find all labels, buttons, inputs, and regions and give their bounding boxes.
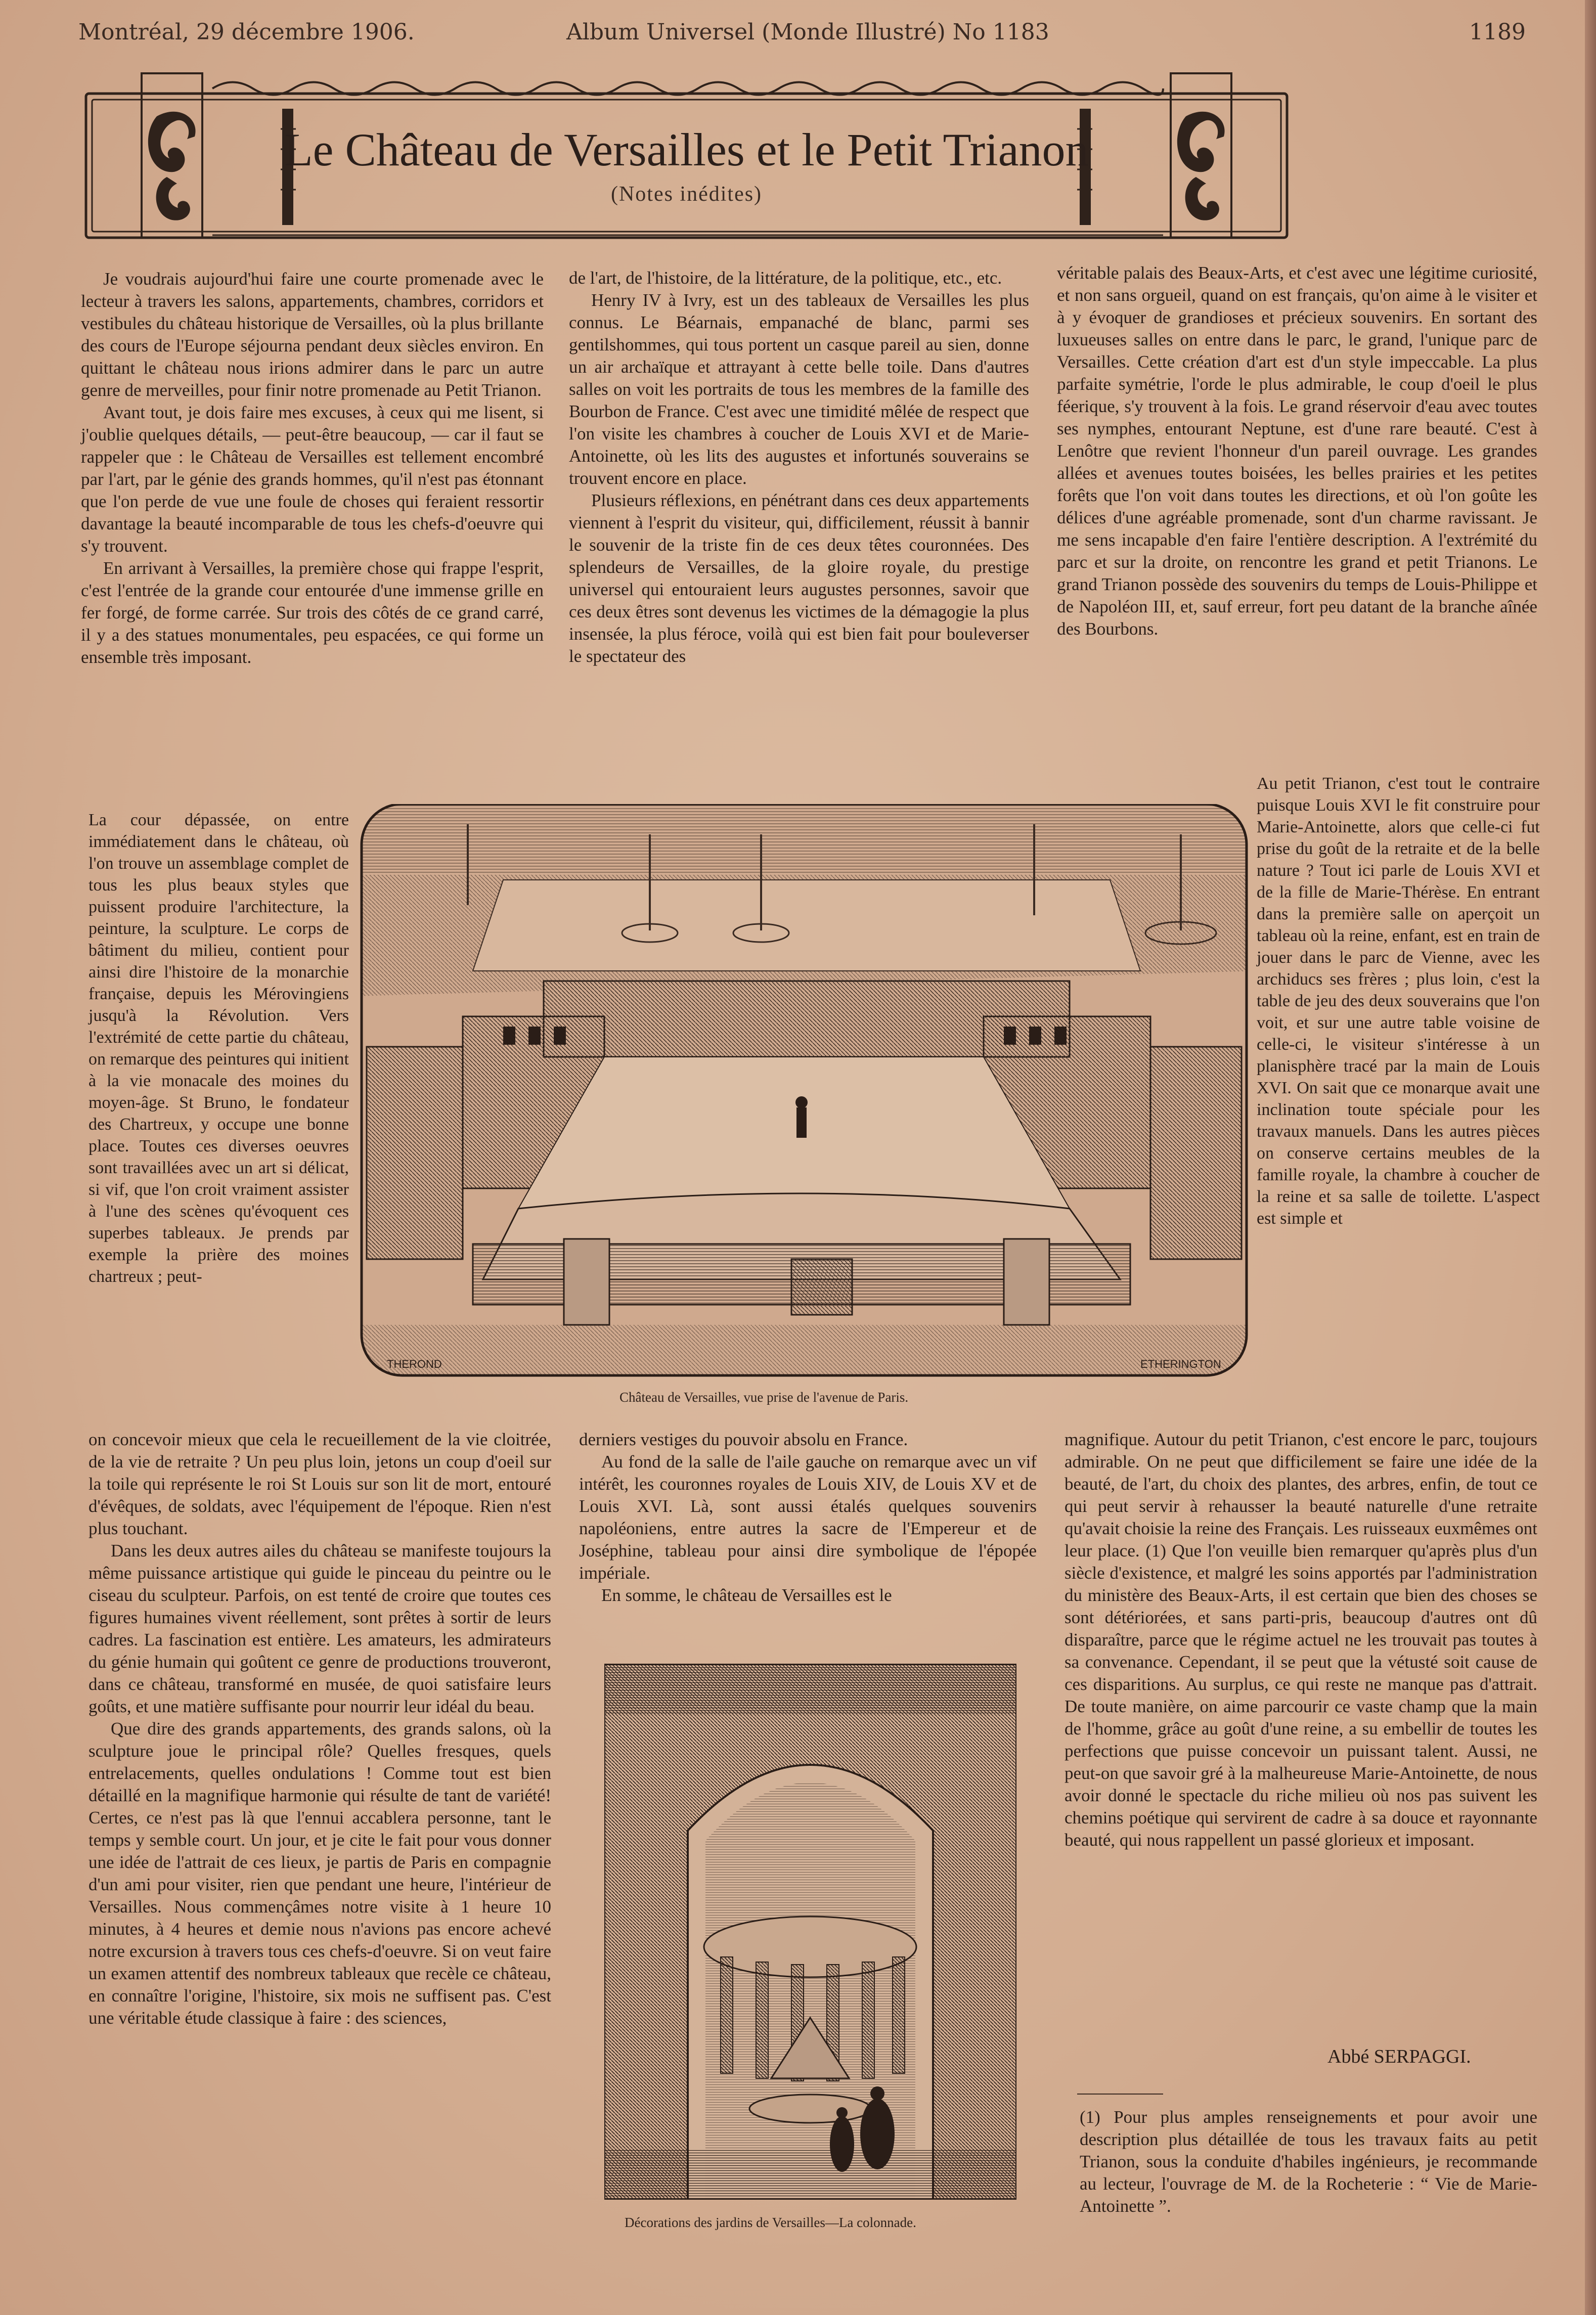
column-1-bottom — [88, 1429, 551, 2029]
column-3-bottom — [1065, 1429, 1537, 1851]
column-2-middle — [579, 1429, 1037, 1607]
footnote-rule — [1077, 2094, 1163, 2095]
paragraph: Je voudrais aujourd'hui faire une courte promenade avec le lecteur à travers les salons, appartements, chambres, corridors et vestibules du château historique de Versailles, où la plus brillante des cours de l'Europe séjourna pendant deux siècles environ. En quittant le château nous irions admirer dans le parc un autre genre de merveilles, pour finir notre promenade au Petit Trianon. — [81, 269, 544, 400]
figure-caption: Château de Versailles, vue prise de l'avenue de Paris. — [619, 1390, 909, 1405]
header-page-number: 1189 — [1469, 19, 1526, 45]
paragraph: véritable palais des Beaux-Arts, et c'est avec une légitime curiosité, et non sans orgueil, quand on est français, qu'on aime à le visiter et à y évoquer de grandioses et précieux souvenirs. En sortant des luxueuses salles on entre dans le parc, le grand, l'unique parc de Versailles. Cette création d'art est d'un style impeccable. La plus parfaite symétrie, l'orde le plus admirable, le coup d'oeil le plus féerique, s'y trouvent à la fois. Le grand réservoir d'eau avec toutes ses nymphes, entourant Neptune, est d'une rare beauté. C'est à Lenôtre que revient l'honneur d'un pareil ouvrage. Les grandes allées et avenues toutes boisées, les belles prairies et les petites forêts que l'on voit dans toutes les directions, et où l'on goûte les délices d'une agréable promenade, sont d'un charme ravissant. Je me sens incapable d'en faire l'entière description. A l'extrémité du parc et sur la droite, on rencontre les grand et petit Trianons. Le grand Trianon possède des souvenirs du temps de Louis-Philippe et de Napoléon III, et, sauf erreur, fort peu datant de la branche aînée des Bourbons. — [1057, 263, 1537, 639]
article-subtitle: (Notes inédites) — [610, 183, 763, 206]
paragraph: Henry IV à Ivry, est un des tableaux de Versailles les plus connus. Le Béarnais, empanaché de blanc, parmi ses gentilshommes, qui tous portent un casque pareil au sien, donne un air archaïque et attrayant à cette belle toile. Dans d'autres salles on voit les portraits de tous les membres de la famille des Bourbon de France. C'est avec une timidité mêlée de respect que l'on visite les chambres à coucher de Louis XVI et de Marie-Antoinette, où les lits des augustes et infortunés souverains se trouvent encore en place. — [569, 290, 1029, 488]
colonnade-engraving — [604, 1664, 1016, 2200]
column-1-narrow — [88, 809, 349, 1287]
paragraph: derniers vestiges du pouvoir absolu en France. — [579, 1430, 908, 1449]
paragraph: En somme, le château de Versailles est le — [601, 1585, 892, 1605]
column-3-narrow — [1257, 773, 1540, 1229]
header-dateline: Montréal, 29 décembre 1906. — [78, 19, 415, 45]
chateau-engraving — [351, 804, 1257, 1386]
figure-caption: Décorations des jardins de Versailles—La colonnade. — [625, 2215, 916, 2230]
paragraph: on concevoir mieux que cela le recueillement de la vie cloitrée, de la vie de retraite ? Un peu plus loin, jetons un coup d'oeil sur la toile qui représente le roi St Louis sur son lit de mort, entouré d'évêques, de soldats, avec l'équipement de l'époque. Rien n'est plus touchant. — [88, 1430, 551, 1538]
credit-right: ETHERINGTON — [1140, 1358, 1221, 1370]
paragraph: Au fond de la salle de l'aile gauche on remarque avec un vif intérêt, les couronnes royales de Louis XIV, de Louis XV et de Louis XVI. Là, sont aussi étalés quelques souvenirs napoléoniens, entre autres la sacre de l'Empereur et de Joséphine, tableau pour ainsi dire symbolique de l'épopée impériale. — [579, 1452, 1037, 1583]
article-title: Le Château de Versailles et le Petit Trianon — [284, 124, 1089, 175]
paragraph: La cour dépassée, on entre immédiatement dans le château, où l'on trouve un assemblage complet de tous les plus beaux styles que puissent produire l'architecture, la peinture, la sculpture. Le corps de bâtiment du milieu, contient pour ainsi dire l'histoire de la monarchie française, depuis les Mérovingiens jusqu'à la Révolution. Vers l'extrémité de cette partie du château, on remarque des peintures qui initient à la vie monacale des moines du moyen-âge. St Bruno, le fondateur des Chartreux, y occupe une bonne place. Toutes ces diverses oeuvres sont travaillées avec un art si délicat, si vif, que l'on croit vraiment assister à l'une des scènes qu'évoquent ces superbes tableaux. Je prends par exemple la prière des moines chartreux ; peut- — [88, 811, 349, 1286]
paragraph: Plusieurs réflexions, en pénétrant dans ces deux appartements viennent à l'esprit du visiteur, qui, difficilement, réussit à bannir le souvenir de la triste fin de ces deux têtes couronnées. Des splendeurs de Versailles, de la gloire royale, du prestige universel qui entouraient leurs augustes personnes, savoir que ces deux êtres sont devenus les victimes de la démagogie la plus insensée, la plus féroce, voilà qui est bien fait pour bouleverser le spectateur des — [569, 491, 1029, 666]
paragraph: Au petit Trianon, c'est tout le contraire puisque Louis XVI le fit construire pour Marie-Antoinette, alors que celle-ci fut prise du goût de la retraite et de la belle nature ? Tout ici parle de Louis XVI et de la fille de Marie-Thérèse. En entrant dans la première salle on aperçoit un tableau où la reine, enfant, est en train de jouer dans le parc de Vienne, avec les archiducs ses frères ; plus loin, c'est la table de jeu des deux souverains que l'on voit, et sur une autre table voisine de celle-ci, le visiteur s'intéresse à un planisphère tracé par la main de Louis XVI. On sait que ce monarque avait une inclination toute spéciale pour les travaux manuels. Dans les autres pièces on conserve certains meubles de la famille royale, la chambre à coucher de la reine et sa salle de toilette. L'aspect est simple et — [1257, 774, 1540, 1228]
column-1-top — [81, 268, 544, 669]
credit-left: THEROND — [387, 1358, 442, 1370]
author-signature: Abbé SERPAGGI. — [1327, 2046, 1471, 2067]
article-banner — [81, 68, 1292, 240]
header-publication: Album Universel (Monde Illustré) No 1183 — [566, 19, 1049, 45]
column-2-top — [569, 267, 1029, 667]
figure-colonnade — [604, 1664, 1016, 2235]
paragraph: magnifique. Autour du petit Trianon, c'est encore le parc, toujours admirable. On ne peut que difficilement se faire une idée de la beauté, de l'art, du choix des plantes, des arbres, enfin, de tout ce qui peut servir à rehausser la beauté naturelle d'une retraite qu'avait choisie la reine des Français. Les ruisseaux euxmêmes ont leur place. (1) Que l'on veuille bien remarquer qu'après plus d'un siècle d'existence, et malgré les soins apportés par l'administration du ministère des Beaux-Arts, il est certain que bien des choses se sont détériorées, et sans parti-pris, beaucoup d'autres ont dû disparaître, parce que le régime actuel ne les trouvait pas toutes à sa convenance. Cependant, il se peut que la vétusté soit cause de ces disparitions. Au surplus, ce qui reste ne manque pas d'attrait. De toute manière, on aime parcourir ce vaste champ que la main de l'homme, grâce au goût d'une reine, a su embellir de toutes les perfections que puisse concevoir un puissant talent. Aussi, ne peut-on que savoir gré à la malheureuse Marie-Antoinette, de nous avoir donné le spectacle du riche milieu où nos pas suivent les chemins poétique qui servirent de cadre à sa douce et rayonnante beauté, qui nous rappellent un passé glorieux et imposant. — [1065, 1430, 1537, 1850]
column-3-top — [1057, 262, 1537, 640]
paragraph: Que dire des grands appartements, des grands salons, où la sculpture joue le principal rôle? Quelles fresques, quels entrelacements, quelles ondulations ! Comme tout est bien détaillé en la magnifique harmonie qui résulte de tant de variété! Certes, ce n'est pas là que l'ennui accablera personne, tant le temps y semble court. Un jour, et je cite le fait pour vous donner une idée de l'attrait de ces lieux, je partis de Paris en compagnie d'un ami pour visiter, rien que pendant une heure, l'intérieur de Versailles. Nous commençâmes notre visite à 1 heure 10 minutes, à 4 heures et demie nous n'avions pas encore achevé notre excursion à travers tous ces chefs-d'oeuvre. Si on veut faire un examen attentif des nombreux tableaux que recèle ce château, en connaître l'origine, l'histoire, six mois ne suffisent pas. C'est une véritable étude classique à faire : des sciences, — [88, 1719, 551, 2028]
page-edge — [1585, 0, 1596, 2315]
paragraph: En arrivant à Versailles, la première chose qui frappe l'esprit, c'est l'entrée de la grande cour entourée d'une immense grille en fer forgé, de forme carrée. Sur trois des côtés de ce grand carré, il y a des statues monumentales, peu espacées, ce qui forme un ensemble très imposant. — [81, 558, 544, 667]
footnote: (1) Pour plus amples renseignements et pour avoir une description plus détaillée de tous les travaux faits au petit Trianon, sous la conduite d'habiles ingénieurs, je recommande au lecteur, l'ouvrage de M. de la Rocheterie : “ Vie de Marie-Antoinette ”. — [1080, 2107, 1537, 2216]
paragraph: Avant tout, je dois faire mes excuses, à ceux qui me lisent, si j'oublie quelques détails, — peut-être beaucoup, — car il faut se rappeler que : le Château de Versailles est tellement encombré par l'art, par le génie des grands hommes, qu'il n'est pas étonnant que l'on perde de vue une foule de choses qui feraient ressortir davantage la beauté incomparable de tous les chefs-d'oeuvre qui s'y trouvent. — [81, 403, 544, 556]
paragraph: Dans les deux autres ailes du château se manifeste toujours la même puissance artistique qui guide le pinceau du peintre ou le ciseau du sculpteur. Parfois, on est tenté de croire que toutes ces figures humaines vivent réellement, sont prêtes à sortir de leurs cadres. La fascination est entière. Les amateurs, les admirateurs du génie humain qui goûtent ce genre de productions trouveront, dans ce château, transformé en musée, de quoi satisfaire leurs goûts, et une matière suffisante pour nourrir leur idéal du beau. — [88, 1541, 551, 1716]
paragraph: de l'art, de l'histoire, de la littérature, de la politique, etc., etc. — [569, 268, 1002, 288]
figure-chateau — [351, 804, 1257, 1411]
